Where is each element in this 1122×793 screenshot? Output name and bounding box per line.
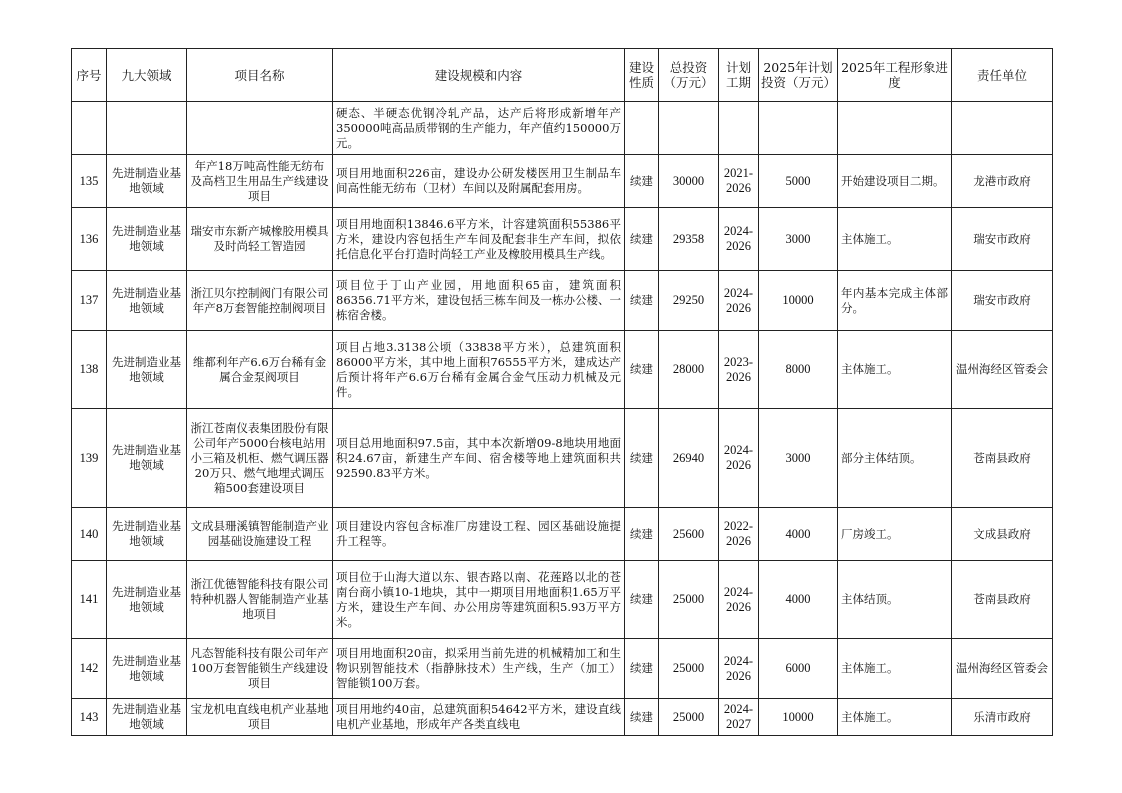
row-project-name: 凡态智能科技有限公司年产100万套智能锁生产线建设项目 bbox=[187, 639, 333, 699]
row-period: 2024-2026 bbox=[719, 409, 759, 508]
row-content: 项目用地面积20亩，拟采用当前先进的机械精加工和生物识别智能技术（指静脉技术）生产线，生产（加工）智能锁100万套。 bbox=[333, 639, 625, 699]
row-nature: 续建 bbox=[625, 561, 659, 639]
row-index: 137 bbox=[72, 271, 107, 331]
row-progress-2025: 主体施工。 bbox=[838, 208, 952, 271]
row-index: 136 bbox=[72, 208, 107, 271]
header-progress2025: 2025年工程形象进度 bbox=[838, 49, 952, 102]
header-content: 建设规模和内容 bbox=[333, 49, 625, 102]
row-project-name: 浙江贝尔控制阀门有限公司年产8万套智能控制阀项目 bbox=[187, 271, 333, 331]
header-domain: 九大领域 bbox=[107, 49, 187, 102]
row-plan-2025: 10000 bbox=[759, 699, 838, 736]
row-progress-2025: 开始建设项目二期。 bbox=[838, 155, 952, 208]
row-total-investment: 28000 bbox=[659, 331, 719, 409]
header-total: 总投资（万元） bbox=[659, 49, 719, 102]
row-domain: 先进制造业基地领域 bbox=[107, 699, 187, 736]
row-responsible-unit: 温州海经区管委会 bbox=[952, 639, 1053, 699]
row-total-investment: 25000 bbox=[659, 561, 719, 639]
row-plan-2025: 3000 bbox=[759, 409, 838, 508]
row-content: 项目位于山海大道以东、银杏路以南、花莲路以北的苍南台商小镇10-1地块，其中一期项目用地面积1.65万平方米，建设生产车间、办公用房等建筑面积5.93万平方米。 bbox=[333, 561, 625, 639]
row-project-name: 维都利年产6.6万台稀有金属合金泵阀项目 bbox=[187, 331, 333, 409]
row-total-investment: 26940 bbox=[659, 409, 719, 508]
row-plan-2025: 4000 bbox=[759, 561, 838, 639]
row-total-investment: 29250 bbox=[659, 271, 719, 331]
table-row bbox=[72, 208, 1053, 271]
table-row bbox=[72, 155, 1053, 208]
row-project-name: 瑞安市东新产城橡胶用模具及时尚轻工智造园 bbox=[187, 208, 333, 271]
row-period: 2024-2026 bbox=[719, 561, 759, 639]
row-total-investment: 25600 bbox=[659, 508, 719, 561]
row-period: 2023-2026 bbox=[719, 331, 759, 409]
row-progress-2025: 主体施工。 bbox=[838, 639, 952, 699]
row-plan-2025: 4000 bbox=[759, 508, 838, 561]
header-plan2025: 2025年计划投资（万元） bbox=[759, 49, 838, 102]
header-nature: 建设性质 bbox=[625, 49, 659, 102]
table-row bbox=[72, 699, 1053, 736]
row-index: 143 bbox=[72, 699, 107, 736]
row-index: 141 bbox=[72, 561, 107, 639]
row-index: 138 bbox=[72, 331, 107, 409]
row-total-investment: 25000 bbox=[659, 639, 719, 699]
row-domain: 先进制造业基地领域 bbox=[107, 155, 187, 208]
row-content: 项目占地3.3138公顷（33838平方米），总建筑面积86000平方米，其中地上面积76555平方米，建成达产后预计将年产6.6万台稀有金属合金气压动力机械及元件。 bbox=[333, 331, 625, 409]
header-index: 序号 bbox=[72, 49, 107, 102]
row-nature: 续建 bbox=[625, 699, 659, 736]
continuation-row bbox=[72, 102, 1053, 155]
row-project-name: 文成县珊溪镇智能制造产业园基础设施建设工程 bbox=[187, 508, 333, 561]
row-responsible-unit: 文成县政府 bbox=[952, 508, 1053, 561]
row-content: 项目用地面积226亩，建设办公研发楼医用卫生制品车间高性能无纺布（卫材）车间以及附属配套用房。 bbox=[333, 155, 625, 208]
row-domain: 先进制造业基地领域 bbox=[107, 409, 187, 508]
row-period: 2024-2026 bbox=[719, 271, 759, 331]
header-period: 计划工期 bbox=[719, 49, 759, 102]
row-period: 2024-2027 bbox=[719, 699, 759, 736]
project-table bbox=[71, 48, 1053, 736]
row-responsible-unit: 温州海经区管委会 bbox=[952, 331, 1053, 409]
table-row bbox=[72, 561, 1053, 639]
row-nature: 续建 bbox=[625, 155, 659, 208]
row-plan-2025: 6000 bbox=[759, 639, 838, 699]
row-responsible-unit: 苍南县政府 bbox=[952, 409, 1053, 508]
continuation-content: 硬态、半硬态优钢冷轧产品，达产后将形成新增年产350000吨高品质带钢的生产能力，年产值约150000万元。 bbox=[333, 102, 625, 155]
row-progress-2025: 主体结顶。 bbox=[838, 561, 952, 639]
row-index: 139 bbox=[72, 409, 107, 508]
row-period: 2024-2026 bbox=[719, 208, 759, 271]
header-name: 项目名称 bbox=[187, 49, 333, 102]
table-row bbox=[72, 271, 1053, 331]
row-content: 项目位于丁山产业园，用地面积65亩，建筑面积86356.71平方米，建设包括三栋车间及一栋办公楼、一栋宿舍楼。 bbox=[333, 271, 625, 331]
table-row bbox=[72, 409, 1053, 508]
row-content: 项目用地面积13846.6平方米，计容建筑面积55386平方米，建设内容包括生产车间及配套非生产车间，拟依托信息化平台打造时尚轻工产业及橡胶用模具生产线。 bbox=[333, 208, 625, 271]
row-domain: 先进制造业基地领域 bbox=[107, 331, 187, 409]
row-nature: 续建 bbox=[625, 639, 659, 699]
row-nature: 续建 bbox=[625, 208, 659, 271]
row-domain: 先进制造业基地领域 bbox=[107, 508, 187, 561]
row-progress-2025: 厂房竣工。 bbox=[838, 508, 952, 561]
table-row bbox=[72, 331, 1053, 409]
row-total-investment: 29358 bbox=[659, 208, 719, 271]
row-plan-2025: 8000 bbox=[759, 331, 838, 409]
row-project-name: 宝龙机电直线电机产业基地项目 bbox=[187, 699, 333, 736]
row-responsible-unit: 乐清市政府 bbox=[952, 699, 1053, 736]
row-responsible-unit: 龙港市政府 bbox=[952, 155, 1053, 208]
row-domain: 先进制造业基地领域 bbox=[107, 208, 187, 271]
row-nature: 续建 bbox=[625, 409, 659, 508]
row-plan-2025: 10000 bbox=[759, 271, 838, 331]
row-progress-2025: 主体施工。 bbox=[838, 331, 952, 409]
row-period: 2021-2026 bbox=[719, 155, 759, 208]
row-domain: 先进制造业基地领域 bbox=[107, 271, 187, 331]
row-plan-2025: 3000 bbox=[759, 208, 838, 271]
row-progress-2025: 部分主体结顶。 bbox=[838, 409, 952, 508]
row-content: 项目建设内容包含标准厂房建设工程、园区基础设施提升工程等。 bbox=[333, 508, 625, 561]
row-index: 142 bbox=[72, 639, 107, 699]
row-project-name: 年产18万吨高性能无纺布及高档卫生用品生产线建设项目 bbox=[187, 155, 333, 208]
row-progress-2025: 主体施工。 bbox=[838, 699, 952, 736]
row-responsible-unit: 瑞安市政府 bbox=[952, 208, 1053, 271]
row-total-investment: 30000 bbox=[659, 155, 719, 208]
row-domain: 先进制造业基地领域 bbox=[107, 639, 187, 699]
row-content: 项目用地约40亩，总建筑面积54642平方米，建设直线电机产业基地，形成年产各类直线电 bbox=[333, 699, 625, 736]
row-content: 项目总用地面积97.5亩，其中本次新增09-8地块用地面积24.67亩，新建生产车间、宿舍楼等地上建筑面积共92590.83平方米。 bbox=[333, 409, 625, 508]
row-plan-2025: 5000 bbox=[759, 155, 838, 208]
row-index: 140 bbox=[72, 508, 107, 561]
row-period: 2024-2026 bbox=[719, 639, 759, 699]
header-unit: 责任单位 bbox=[952, 49, 1053, 102]
row-progress-2025: 年内基本完成主体部分。 bbox=[838, 271, 952, 331]
row-nature: 续建 bbox=[625, 508, 659, 561]
row-index: 135 bbox=[72, 155, 107, 208]
row-period: 2022-2026 bbox=[719, 508, 759, 561]
row-project-name: 浙江优德智能科技有限公司特种机器人智能制造产业基地项目 bbox=[187, 561, 333, 639]
row-nature: 续建 bbox=[625, 271, 659, 331]
row-responsible-unit: 瑞安市政府 bbox=[952, 271, 1053, 331]
row-nature: 续建 bbox=[625, 331, 659, 409]
header-row bbox=[72, 49, 1053, 102]
row-responsible-unit: 苍南县政府 bbox=[952, 561, 1053, 639]
table-row bbox=[72, 508, 1053, 561]
row-domain: 先进制造业基地领域 bbox=[107, 561, 187, 639]
table-row bbox=[72, 639, 1053, 699]
row-project-name: 浙江苍南仪表集团股份有限公司年产5000台核电站用小三箱及机柜、燃气调压器20万只、燃气地埋式调压箱500套建设项目 bbox=[187, 409, 333, 508]
row-total-investment: 25000 bbox=[659, 699, 719, 736]
